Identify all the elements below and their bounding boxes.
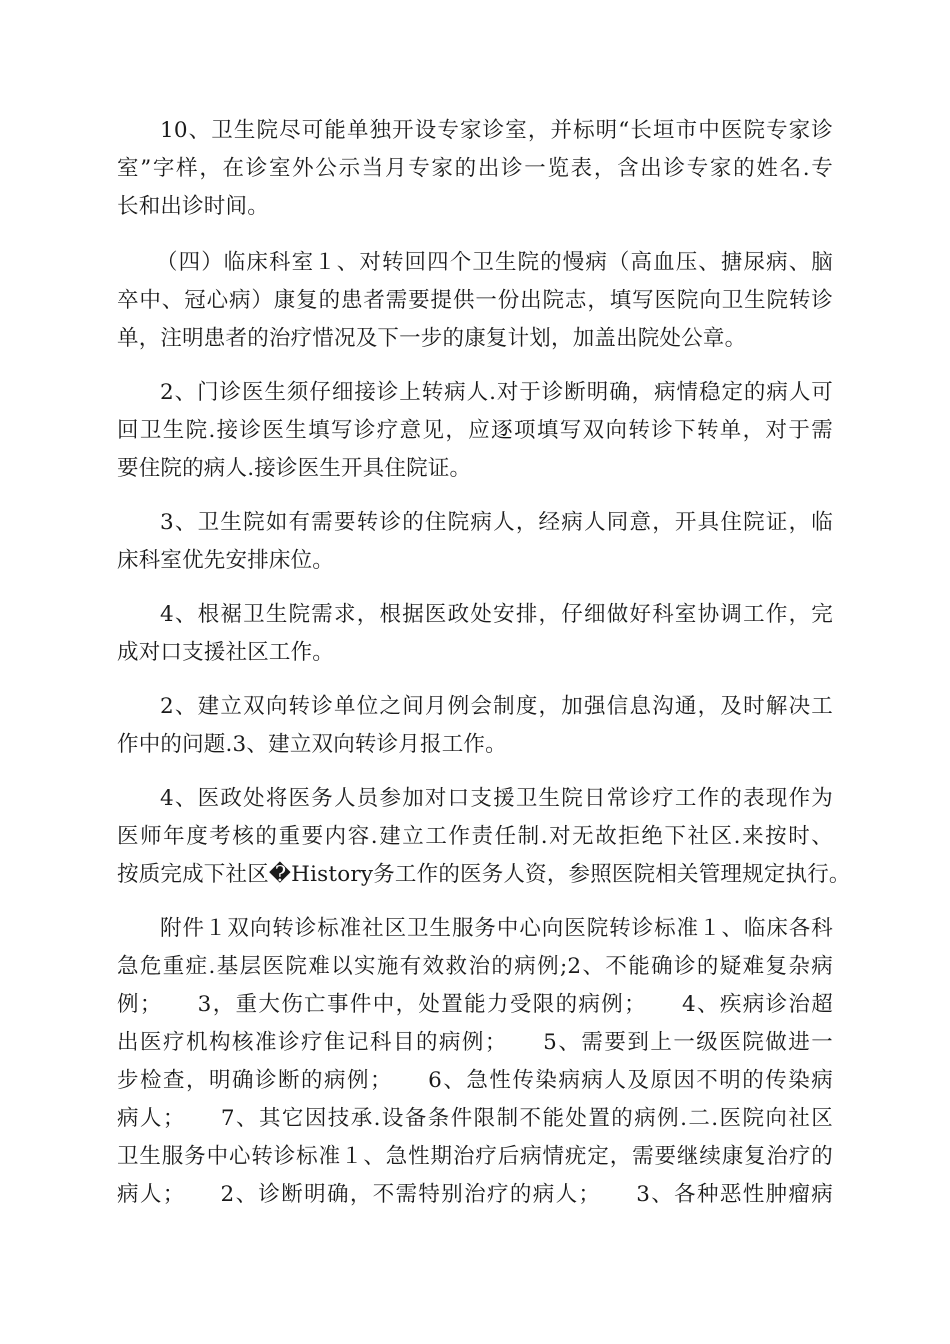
paragraph-line: 病人； 2、诊断明确，不需特别治疗的病人； 3、各种恶性肿瘤病 [117,1182,833,1207]
paragraph-line: 卫生服务中心转诊标准１、急性期治疗后病情疣定，需要继续康复治疗的 [117,1144,833,1169]
paragraph-line: 长和出诊时间。 [117,194,269,219]
paragraph-line: 室”字样，在诊室外公示当月专家的出诊一览表，含出诊专家的姓名.专 [117,156,833,181]
paragraph-annex-referral-standards [117,910,833,1214]
paragraph-line: 卒中、冠心病）康复的患者需要提供一份出院志，填写医院向卫生院转诊 [117,288,833,313]
paragraph-monthly-meeting [117,688,833,764]
paragraph-line: 2、门诊医生须仔细接诊上转病人.对于诊断明确，病情稳定的病人可 [160,380,833,405]
paragraph-line: 例； 3，重大伤亡事件中，处置能力受限的病例； 4、疾病诊治超 [117,992,833,1017]
paragraph-evaluation [117,780,851,894]
paragraph-line: 4、根裾卫生院需求，根据医政处安排，仔细做好科室协调工作，完 [160,602,833,627]
paragraph-line: 作中的问题.3、建立双向转诊月报工作。 [117,732,507,757]
paragraph-line: 医师年度考核的重要内容.建立工作责任制.对无故拒绝下社区.来按时、 [117,824,833,849]
paragraph-line: 2、建立双向转诊单位之间月例会制度，加强信息沟通，及时解决工 [160,694,833,719]
paragraph-outpatient-referral [117,374,833,488]
paragraph-line: 要住院的病人.接诊医生开具住院证。 [117,456,472,481]
paragraph-clinical-departments [117,244,833,358]
paragraph-line: 床科室优先安排床位。 [117,548,335,573]
paragraph-line: 病人； 7、其它因技承.设备条件限制不能处置的病例.二.医院向社区 [117,1106,833,1131]
paragraph-inpatient-referral [117,504,833,580]
paragraph-community-support [117,596,833,672]
paragraph-line: 10、卫生院尽可能单独开设专家诊室，并标明“长垣市中医院专家诊 [160,118,833,143]
paragraph-line: 4、医政处将医务人员参加对口支援卫生院日常诊疗工作的表现作为 [160,786,833,811]
paragraph-line: 附件１双向转诊标准社区卫生服务中心向医院转诊标准１、临床各科 [160,916,833,941]
paragraph-line: 成对口支援社区工作。 [117,640,335,665]
paragraph-line: 按质完成下社区�History务工作的医务人资，参照医院相关管理规定执行。 [117,862,851,887]
paragraph-line: 出医疗机构核准诊疗隹记科目的病例； 5、需要到上一级医院做进一 [117,1030,833,1055]
paragraph-10 [117,112,833,226]
paragraph-line: （四）临床科室１、对转回四个卫生院的慢病（高血压、搪尿病、脑 [156,250,833,275]
paragraph-line: 3、卫生院如有需要转诊的住院病人，经病人同意，开具住院证，临 [160,510,833,535]
paragraph-line: 回卫生院.接诊医生填写诊疗意见，应逐项填写双向转诊下转单，对于需 [117,418,833,443]
paragraph-line: 急危重症.基层医院难以实施有效救治的病例;2、不能确诊的疑难复杂病 [117,954,833,979]
paragraph-line: 步检查，明确诊断的病例； 6、急性传染病病人及原因不明的传染病 [117,1068,833,1093]
paragraph-line: 单，注明患者的治疗惜况及下一步的康复计划，加盖出院处公章。 [117,326,747,351]
